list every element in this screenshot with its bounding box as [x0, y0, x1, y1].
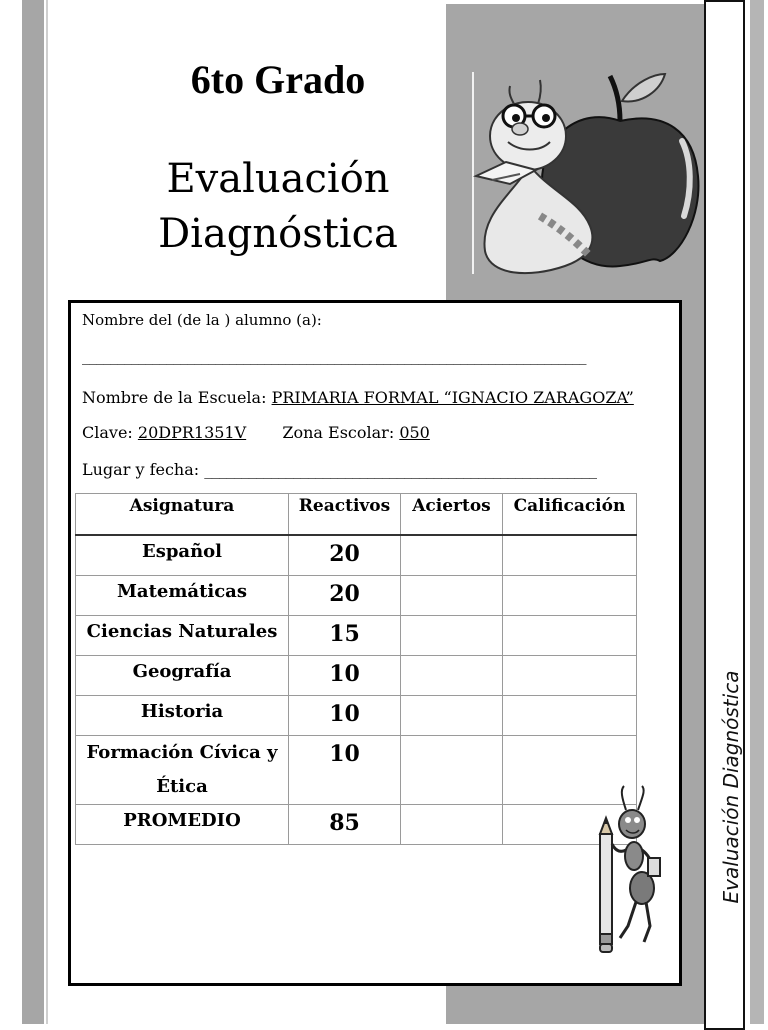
- calificacion-cell[interactable]: [503, 695, 637, 735]
- student-info-box: [68, 300, 682, 986]
- ant-pencil-icon: [592, 784, 664, 956]
- student-name-blank[interactable]: ________________________________________________________________________: [82, 347, 586, 365]
- reactivos-cell: 10: [289, 695, 401, 735]
- reactivos-cell: 85: [289, 804, 401, 844]
- left-border-band: [22, 0, 44, 1024]
- aciertos-cell[interactable]: [401, 655, 503, 695]
- clave-value: 20DPR1351V: [137, 423, 247, 442]
- subject-cell: Ciencias Naturales: [76, 615, 289, 655]
- subject-cell: Geografía: [76, 655, 289, 695]
- place-date-label: Lugar y fecha:: [82, 460, 200, 479]
- calificacion-cell[interactable]: [503, 615, 637, 655]
- table-row: [76, 575, 637, 615]
- school-name-value: PRIMARIA FORMAL “IGNACIO ZARAGOZA”: [271, 388, 634, 407]
- header-aciertos: Aciertos: [401, 494, 503, 536]
- aciertos-cell[interactable]: [401, 804, 503, 844]
- reactivos-cell: 20: [289, 575, 401, 615]
- grade-heading: 6to Grado: [190, 57, 366, 102]
- reactivos-cell: 15: [289, 615, 401, 655]
- zona-value: 050: [399, 423, 430, 442]
- subject-cell: PROMEDIO: [76, 804, 289, 844]
- calificacion-cell[interactable]: [503, 655, 637, 695]
- aciertos-cell[interactable]: [401, 615, 503, 655]
- school-name-label: Nombre de la Escuela:: [82, 388, 267, 407]
- table-row: [76, 615, 637, 655]
- place-date-blank[interactable]: _____________________________________________________: [204, 460, 597, 479]
- student-name-label: Nombre del (de la ) alumno (a):: [82, 311, 322, 329]
- header-calificacion: Calificación: [503, 494, 637, 536]
- reactivos-cell: 10: [289, 735, 401, 804]
- table-row: [76, 655, 637, 695]
- table-row: [76, 695, 637, 735]
- reactivos-cell: 20: [289, 535, 401, 575]
- page-title: [68, 152, 488, 262]
- clave-line: [82, 423, 430, 442]
- aciertos-cell[interactable]: [401, 695, 503, 735]
- subject-cell: Historia: [76, 695, 289, 735]
- grades-table: [75, 493, 637, 845]
- title-line-1: Evaluación: [166, 156, 390, 202]
- school-name-line: [82, 388, 634, 407]
- subject-cell: Matemáticas: [76, 575, 289, 615]
- header-asignatura: Asignatura: [76, 494, 289, 536]
- header-reactivos: Reactivos: [289, 494, 401, 536]
- clave-label: Clave:: [82, 423, 133, 442]
- aciertos-cell[interactable]: [401, 535, 503, 575]
- far-right-band: [750, 0, 764, 1024]
- left-border-line: [46, 0, 48, 1024]
- title-line-2: Diagnóstica: [158, 211, 398, 257]
- calificacion-cell[interactable]: [503, 535, 637, 575]
- zona-label: Zona Escolar:: [282, 423, 395, 442]
- subject-cell: Español: [76, 535, 289, 575]
- place-date-line: [82, 460, 596, 479]
- reactivos-cell: 10: [289, 655, 401, 695]
- subject-cell: Formación Cívica y Ética: [76, 735, 289, 804]
- bookworm-apple-icon: [470, 66, 702, 280]
- table-header-row: [76, 494, 637, 536]
- table-row: [76, 735, 637, 804]
- sidebar-title: Evaluación Diagnóstica: [719, 670, 743, 904]
- table-row-average: [76, 804, 637, 844]
- aciertos-cell[interactable]: [401, 575, 503, 615]
- table-row: [76, 535, 637, 575]
- calificacion-cell[interactable]: [503, 575, 637, 615]
- aciertos-cell[interactable]: [401, 735, 503, 804]
